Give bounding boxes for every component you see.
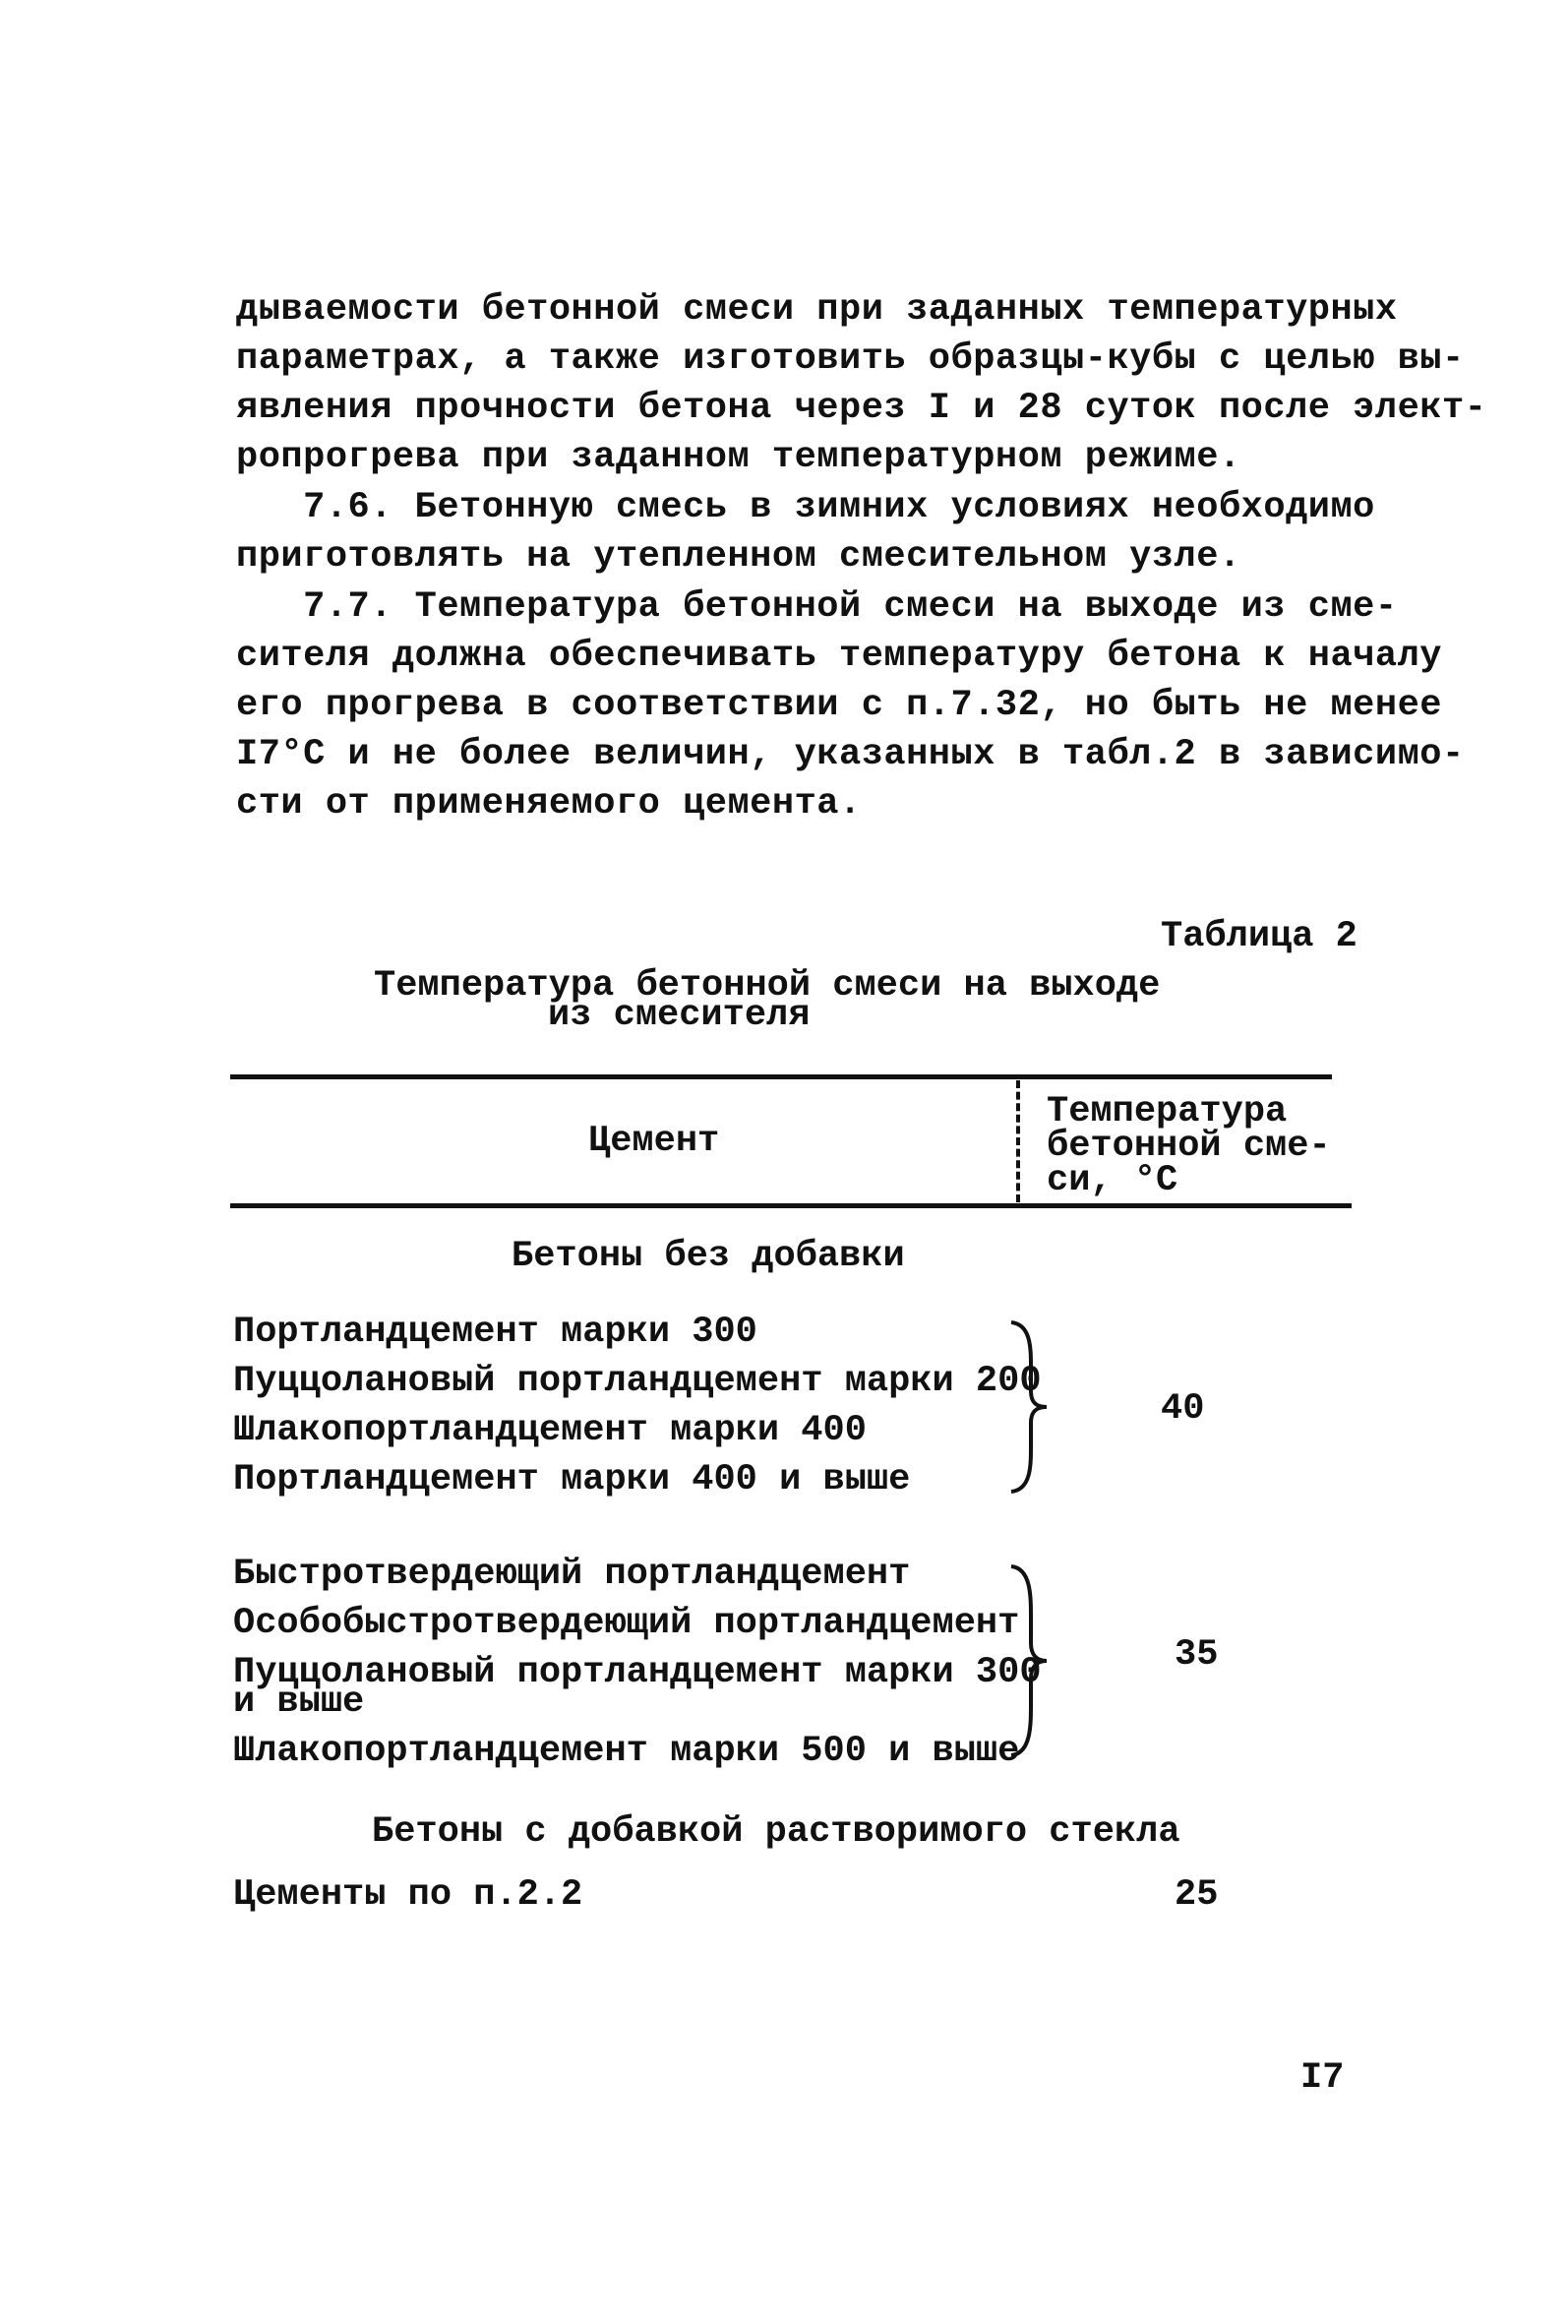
table-row: Быстротвердеющий портландцемент xyxy=(233,1554,911,1595)
table-row: Портландцемент марки 300 xyxy=(233,1312,757,1353)
column-header: си, °С xyxy=(1047,1160,1178,1201)
table-row: Пуццолановый портландцемент марки 200 xyxy=(233,1361,1042,1402)
column-header: Цемент xyxy=(588,1121,720,1162)
table-top-rule xyxy=(230,1074,1332,1079)
table-header-rule xyxy=(230,1203,1352,1208)
text-line: сителя должна обеспечивать температуру бетона к началу xyxy=(236,636,1442,677)
text-line: явления прочности бетона через I и 28 суток после элект- xyxy=(236,388,1487,429)
table-row: Шлакопортландцемент марки 500 и выше xyxy=(233,1731,1020,1772)
text-line: сти от применяемого цемента. xyxy=(236,783,862,825)
group-heading: Бетоны без добавки xyxy=(512,1236,905,1277)
text-line: параметрах, а также изготовить образцы-кубы с целью вы- xyxy=(236,338,1465,380)
group-heading: Бетоны с добавкой растворимого стекла xyxy=(372,1811,1180,1853)
column-header: Температура xyxy=(1047,1091,1288,1132)
brace-icon xyxy=(1003,1562,1053,1759)
text-line: 7.6. Бетонную смесь в зимних условиях необходимо xyxy=(236,487,1375,528)
text-line: его прогрева в соответствии с п.7.32, но быть не менее xyxy=(236,685,1442,726)
brace-icon xyxy=(1003,1318,1053,1496)
table-label: Таблица 2 xyxy=(1161,916,1357,957)
text-line: дываемости бетонной смеси при заданных температурных xyxy=(236,289,1398,331)
table-row: Особобыстротвердеющий портландцемент xyxy=(233,1603,1020,1644)
table-row: Портландцемент марки 400 и выше xyxy=(233,1459,911,1500)
column-header: бетонной сме- xyxy=(1047,1126,1331,1167)
temperature-value: 25 xyxy=(1175,1874,1219,1916)
table-row: Цементы по п.2.2 xyxy=(233,1874,583,1916)
temperature-value: 40 xyxy=(1161,1388,1205,1430)
table-row: и выше xyxy=(233,1682,365,1723)
text-line: 7.7. Температура бетонной смеси на выходе из сме- xyxy=(236,586,1398,628)
text-line: I7°С и не более величин, указанных в табл.2 в зависимо- xyxy=(236,734,1465,775)
table-title: из смесителя xyxy=(548,995,811,1036)
text-line: приготовлять на утепленном смесительном узле. xyxy=(236,536,1241,578)
table-row: Шлакопортландцемент марки 400 xyxy=(233,1410,867,1451)
table-row: Пуццолановый портландцемент марки 300 xyxy=(233,1652,1042,1693)
column-separator xyxy=(1016,1080,1020,1202)
temperature-value: 35 xyxy=(1175,1634,1219,1676)
text-line: ропрогрева при заданном температурном режиме. xyxy=(236,437,1241,478)
table-title: Температура бетонной смеси на выходе xyxy=(374,965,1161,1007)
page-number: I7 xyxy=(1300,2057,1345,2099)
